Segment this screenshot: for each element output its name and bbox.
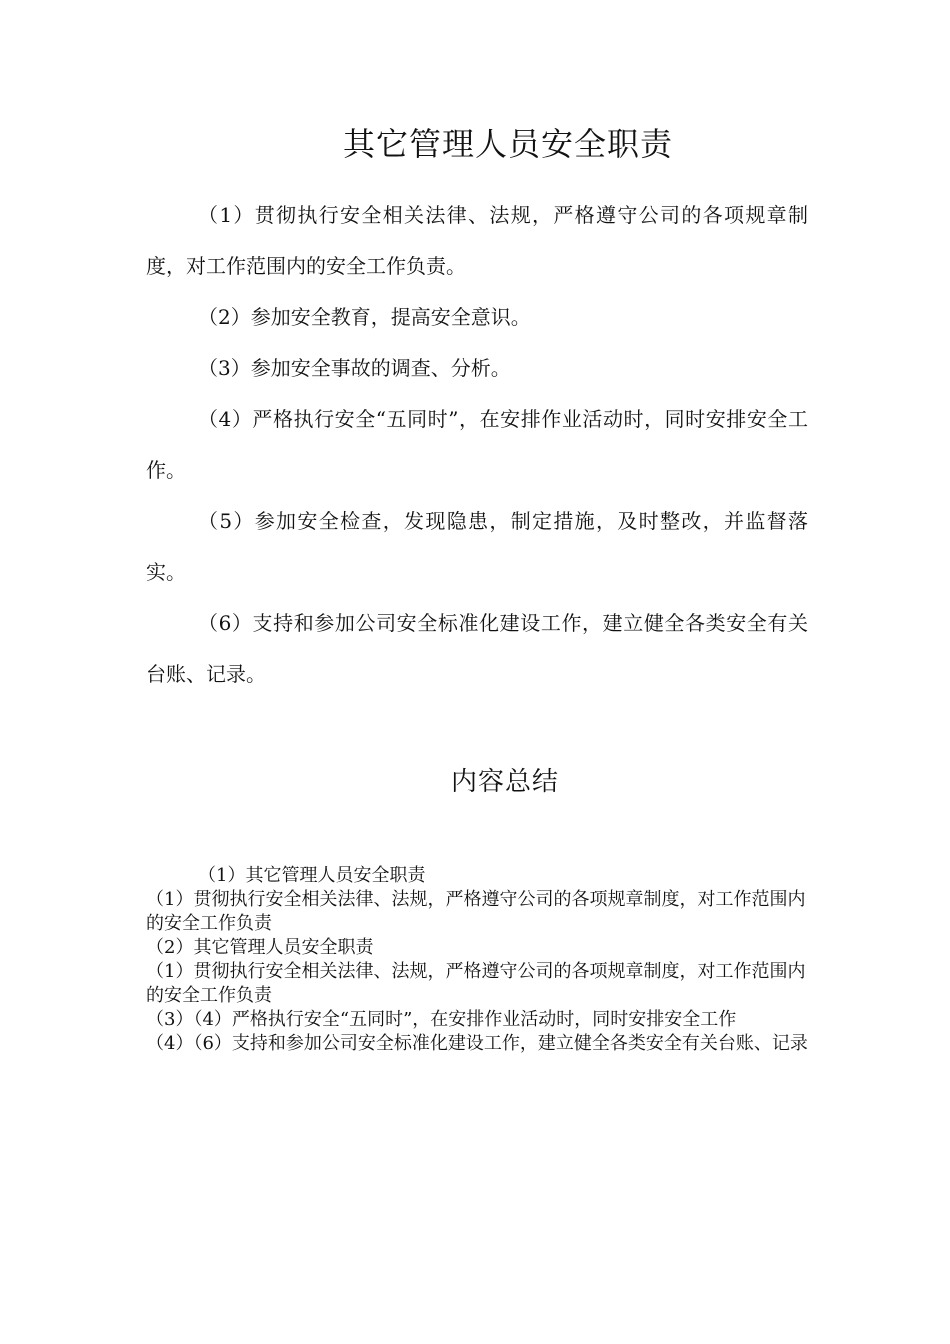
summary-line-2: （1）贯彻执行安全相关法律、法规，严格遵守公司的各项规章制度，对工作范围内的安全工作负责 [146, 889, 806, 934]
summary-line-1: （1）其它管理人员安全职责 [198, 865, 426, 886]
responsibility-paragraph-6: （6）支持和参加公司安全标准化建设工作，建立健全各类安全有关台账、记录。 [146, 611, 808, 686]
document-title: 其它管理人员安全职责 [342, 125, 673, 163]
summary-line-5: （3）（4）严格执行安全“五同时”，在安排作业活动时，同时安排安全工作 [146, 1009, 737, 1030]
summary-line-6: （4）（6）支持和参加公司安全标准化建设工作，建立健全各类安全有关台账、记录 [146, 1033, 808, 1054]
summary-line-4: （1）贯彻执行安全相关法律、法规，严格遵守公司的各项规章制度，对工作范围内的安全工作负责 [146, 961, 806, 1006]
responsibility-paragraph-1: （1）贯彻执行安全相关法律、法规，严格遵守公司的各项规章制度，对工作范围内的安全工作负责。 [146, 203, 808, 278]
responsibility-paragraph-2: （2）参加安全教育，提高安全意识。 [198, 305, 531, 329]
summary-section [146, 864, 808, 1056]
responsibilities-section [146, 190, 808, 700]
responsibility-paragraph-5: （5）参加安全检查，发现隐患，制定措施，及时整改，并监督落实。 [146, 509, 808, 584]
summary-line-3: （2）其它管理人员安全职责 [146, 937, 374, 958]
responsibility-paragraph-3: （3）参加安全事故的调查、分析。 [198, 356, 511, 380]
responsibility-paragraph-4: （4）严格执行安全“五同时”，在安排作业活动时，同时安排安全工作。 [146, 407, 808, 482]
summary-title: 内容总结 [450, 767, 559, 797]
